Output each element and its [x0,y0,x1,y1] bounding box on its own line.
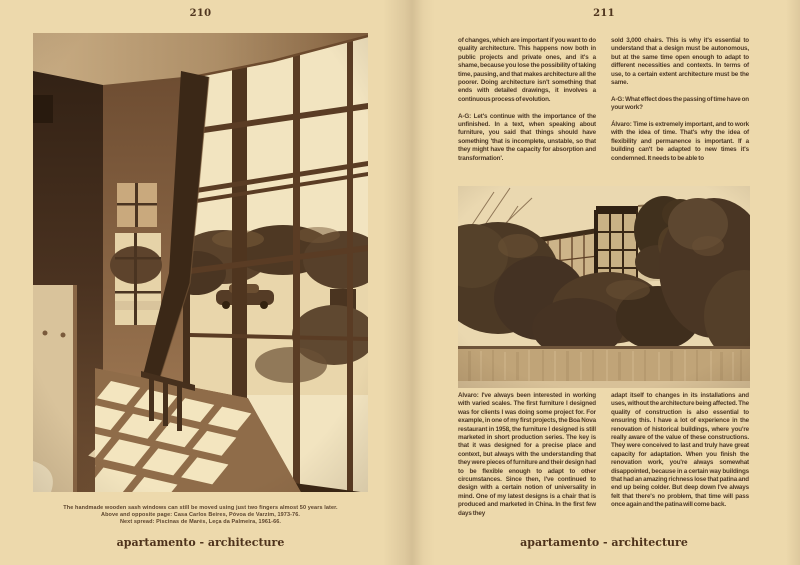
caption-line: Above and opposite page: Casa Carlos Beires, Póvoa de Varzim, 1973-76. [101,511,300,518]
interview-column-left [458,392,596,526]
interview-text-top [458,37,750,171]
interview-text-bottom [458,392,750,526]
page-number-left: 210 [189,8,212,19]
photo-caption [33,505,368,526]
interview-paragraph: A-G: Let's continue with the importance of the unfinished. In a text, when speaking about furniture, you said that things should have something 'that is incomplete, unstable, so that they might have the capacity for absorption and transformation'. [458,112,596,162]
spread-gutter-shadow [383,0,435,565]
page-edge-shadow [786,0,800,565]
interior-window-photo-art [33,33,368,492]
caption-line: The handmade wooden sash windows can still be moved using just two fingers almost 50 years later. [63,505,338,511]
interview-paragraph: A-G: What effect does the passing of time have on your work? [611,95,749,112]
interview-paragraph: of changes, which are important if you want to do quality architecture. This happens now both in public projects and private ones, and it's a shame, because you lose the possibility of taking time, pausing, and that makes architecture all the poorer. Doing architecture isn't something that ends with detailed drawings, it involves a continuous process of evolution. [458,37,596,103]
interview-paragraph: sold 3,000 chairs. This is why it's essential to understand that a design must be autonomous, but at the same time open enough to adapt to different necessities and contexts. In terms of use, to a certain extent architecture must be the same. [611,37,749,87]
interview-paragraph: Álvaro: Time is extremely important, and to work with the idea of time. That's why the idea of flexibility and permanence is important. If a building can't be adapted to new times it's condemned. It needs to be able to [611,121,749,162]
interior-window-photo [33,33,368,492]
page-number-right: 211 [593,8,615,19]
house-exterior-photo-art [458,186,750,388]
interview-paragraph: Álvaro: I've always been interested in working with varied scales. The first furniture I designed was for clients I was doing some project for. For example, in one of my first projects, the Boa Nova restaurant in 1958, the furniture I designed is still marketed in short production series. The key is that it was designed for a precise place and context, but always with the understanding that they were pieces of furniture and their design had to be flexible enough to adapt to other circumstances. Since then, I've continued to design with a certain notion of universality in mind. One of my latest designs is a chair that is produced and marketed in China. In the first few days they [458,392,596,517]
interview-column-right [611,392,749,526]
interview-paragraph: adapt itself to changes in its installations and uses, without the architecture being affected. The quality of construction is also essential to ensuring this. I have a lot of experience in the renovation of historical buildings, where you're really aware of the value of these constructions. They were conceived to last and truly have great capacity for adaptation. When you finish the renovation work, you're always somewhat disappointed, because in a certain way buildings that had an amazing richness lose that patina and end up being colder. But deep down I've always felt that there's no problem, that time will pass once again and the patina will come back. [611,392,749,509]
caption-line: Next spread: Piscinas de Marés, Leça da Palmeira, 1961-66. [119,518,282,525]
interview-column-left [458,37,596,171]
page-footer-right: apartamento - architecture [520,536,688,549]
page-footer-left: apartamento - architecture [116,536,285,549]
house-exterior-photo [458,186,750,388]
interview-column-right [611,37,749,171]
